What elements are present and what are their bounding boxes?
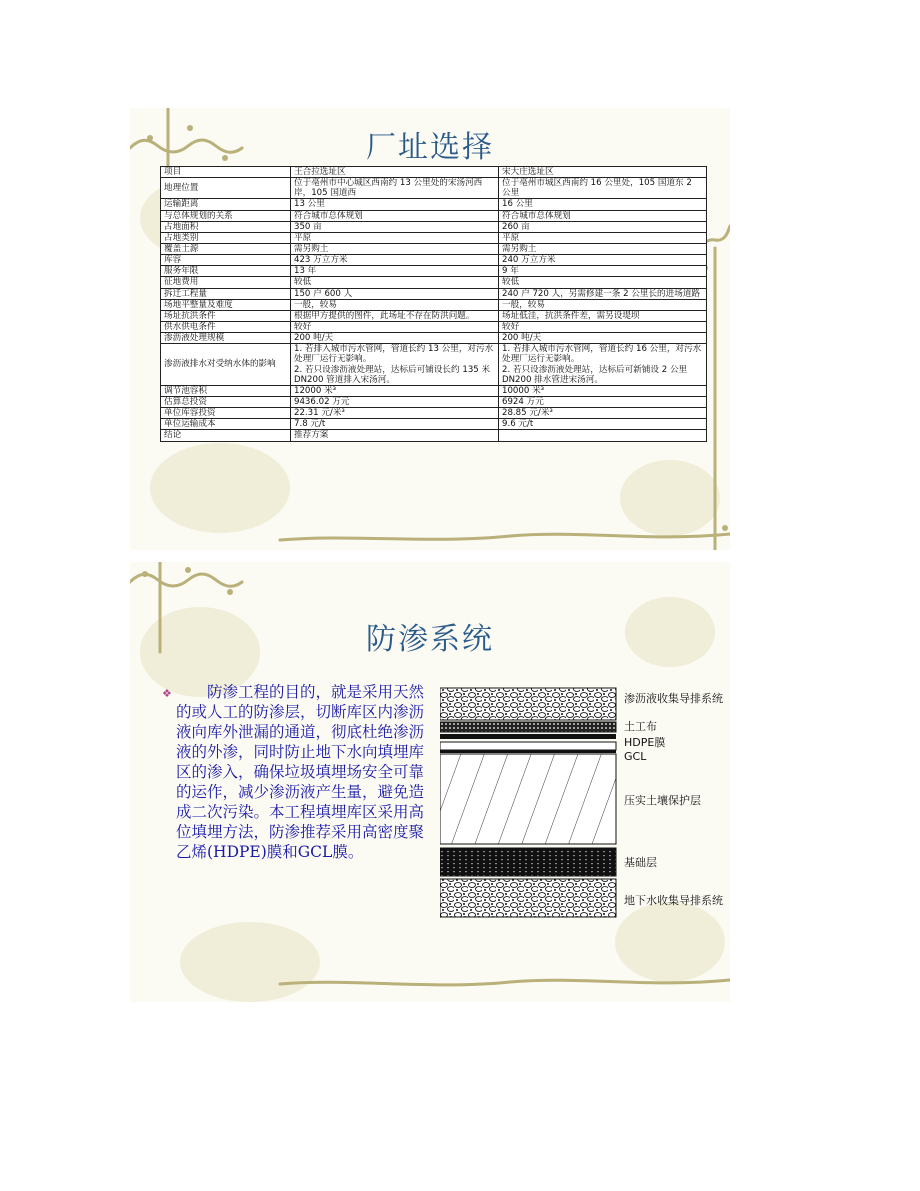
- site-b-cell: [499, 430, 707, 441]
- site-a-cell: 一般，较易: [291, 299, 499, 310]
- layer-label-clay: 压实土壤保护层: [624, 794, 701, 807]
- site-a-cell: 150 户 600 人: [291, 288, 499, 299]
- slide-title: 厂址选择: [366, 130, 494, 165]
- site-b-cell: 较低: [499, 277, 707, 288]
- table-row: [161, 321, 707, 332]
- site-b-cell: 200 吨/天: [499, 333, 707, 344]
- row-label-cell: 供水供电条件: [161, 321, 291, 332]
- site-a-cell: 12000 米³: [291, 385, 499, 396]
- layer-label-hdpe: HDPE膜: [624, 736, 666, 749]
- site-b-cell: 260 亩: [499, 221, 707, 232]
- site-b-cell: 一般，较易: [499, 299, 707, 310]
- liner-layers: [440, 688, 616, 917]
- site-b-cell: 较好: [499, 321, 707, 332]
- layer-label-base: 基础层: [624, 856, 657, 869]
- site-b-cell: 场址低洼，抗洪条件差，需另设堤坝: [499, 310, 707, 321]
- layer-label-gcl: GCL: [624, 750, 647, 763]
- site-a-cell: 较好: [291, 321, 499, 332]
- site-b-cell: 240 户 720 人，另需修建一条 2 公里长的进场道路: [499, 288, 707, 299]
- site-a-cell: 平原: [291, 232, 499, 243]
- site-b-cell: 16 公里: [499, 199, 707, 210]
- site-a-cell: 7.8 元/t: [291, 419, 499, 430]
- row-label-cell: 服务年限: [161, 266, 291, 277]
- table-row: [161, 232, 707, 243]
- table-row: [161, 430, 707, 441]
- row-label-cell: 结论: [161, 430, 291, 441]
- site-a-cell: 根据甲方提供的图件，此场址不存在防洪问题。: [291, 310, 499, 321]
- row-label-cell: 运输距离: [161, 199, 291, 210]
- row-label-cell: 覆盖土源: [161, 243, 291, 254]
- table-row: [161, 310, 707, 321]
- table-row: [161, 408, 707, 419]
- slide-seepage-system: [130, 562, 730, 1002]
- site-b-cell: 9 年: [499, 266, 707, 277]
- site-b-cell: 宋大庄选址区: [499, 167, 707, 178]
- site-b-cell: 6924 万元: [499, 396, 707, 407]
- site-a-cell: 200 吨/天: [291, 333, 499, 344]
- site-a-cell: 350 亩: [291, 221, 499, 232]
- site-a-cell: 较低: [291, 277, 499, 288]
- site-a-cell: 王合拉选址区: [291, 167, 499, 178]
- row-label-cell: 征地费用: [161, 277, 291, 288]
- row-label-cell: 项目: [161, 167, 291, 178]
- site-a-cell: 9436.02 万元: [291, 396, 499, 407]
- row-label-cell: 拆迁工程量: [161, 288, 291, 299]
- table-row: [161, 255, 707, 266]
- table-row: [161, 277, 707, 288]
- row-label-cell: 与总体规划的关系: [161, 210, 291, 221]
- site-a-cell: 22.31 元/米³: [291, 408, 499, 419]
- site-a-cell: 符合城市总体规划: [291, 210, 499, 221]
- site-comparison-table: [160, 166, 707, 442]
- site-b-cell: 符合城市总体规划: [499, 210, 707, 221]
- table-row: [161, 419, 707, 430]
- site-b-cell: 9.6 元/t: [499, 419, 707, 430]
- table-row: [161, 385, 707, 396]
- row-label-cell: 单位运输成本: [161, 419, 291, 430]
- table-row: [161, 288, 707, 299]
- table-row: [161, 396, 707, 407]
- slide-title: 防渗系统: [366, 622, 494, 657]
- site-a-cell: 423 万立方米: [291, 255, 499, 266]
- layer-label-groundwater: 地下水收集导排系统: [624, 894, 723, 907]
- row-label-cell: 场地平整量及难度: [161, 299, 291, 310]
- table-row: [161, 221, 707, 232]
- table-row: [161, 266, 707, 277]
- site-a-cell: 13 年: [291, 266, 499, 277]
- site-b-cell: 位于亳州市城区西南约 16 公里处，105 国道东 2 公里: [499, 178, 707, 199]
- table-row: [161, 178, 707, 199]
- site-b-cell: 需另购土: [499, 243, 707, 254]
- seepage-paragraph: 防渗工程的目的，就是采用天然的或人工的防渗层，切断库区内渗沥液向库外泄漏的通道，彻底杜绝渗沥液的外渗，同时防止地下水向填埋库区的渗入，确保垃圾填埋场安全可靠的运作，减少渗沥液产生量，避免造成二次污染。本工程填埋库区采用高位填埋方法，防渗推荐采用高密度聚乙烯(HDPE)膜和GCL膜。: [176, 683, 425, 861]
- site-b-cell: 240 万立方米: [499, 255, 707, 266]
- layer-label-leachate: 渗沥液收集导排系统: [624, 692, 723, 705]
- site-b-cell: 平原: [499, 232, 707, 243]
- table-row: [161, 344, 707, 386]
- table-row: [161, 299, 707, 310]
- row-label-cell: 地理位置: [161, 178, 291, 199]
- layer-label-geotextile: 土工布: [624, 720, 657, 733]
- site-a-cell: 1. 若排入城市污水管网，管道长约 13 公里，对污水处理厂运行无影响。 2. 若只设渗沥液处理站，达标后可铺设长约 135 米 DN200 管道排入宋汤河。: [291, 344, 499, 386]
- row-label-cell: 场址抗洪条件: [161, 310, 291, 321]
- table-row: [161, 333, 707, 344]
- site-b-cell: 28.85 元/米³: [499, 408, 707, 419]
- row-label-cell: 渗沥液处理规模: [161, 333, 291, 344]
- table-header-row: [161, 167, 707, 178]
- row-label-cell: 调节池容积: [161, 385, 291, 396]
- row-label-cell: 占地面积: [161, 221, 291, 232]
- bullet-icon: ❖: [162, 687, 172, 700]
- site-a-cell: 位于亳州市中心城区西南约 13 公里处的宋汤河西岸，105 国道西: [291, 178, 499, 199]
- site-b-cell: 1. 若排入城市污水管网，管道长约 16 公里，对污水处理厂运行无影响。 2. 若只设渗沥液处理站，达标后可新铺设 2 公里 DN200 排水管进宋汤河。: [499, 344, 707, 386]
- row-label-cell: 估算总投资: [161, 396, 291, 407]
- row-label-cell: 单位库容投资: [161, 408, 291, 419]
- row-label-cell: 占地类别: [161, 232, 291, 243]
- site-a-cell: 推荐方案: [291, 430, 499, 441]
- row-label-cell: 渗沥液排水对受纳水体的影响: [161, 344, 291, 386]
- liner-cross-section-diagram: [440, 682, 725, 922]
- site-b-cell: 10000 米³: [499, 385, 707, 396]
- slide-site-selection: [130, 108, 730, 550]
- site-a-cell: 需另购土: [291, 243, 499, 254]
- table-row: [161, 199, 707, 210]
- table-row: [161, 243, 707, 254]
- site-a-cell: 13 公里: [291, 199, 499, 210]
- table-row: [161, 210, 707, 221]
- row-label-cell: 库容: [161, 255, 291, 266]
